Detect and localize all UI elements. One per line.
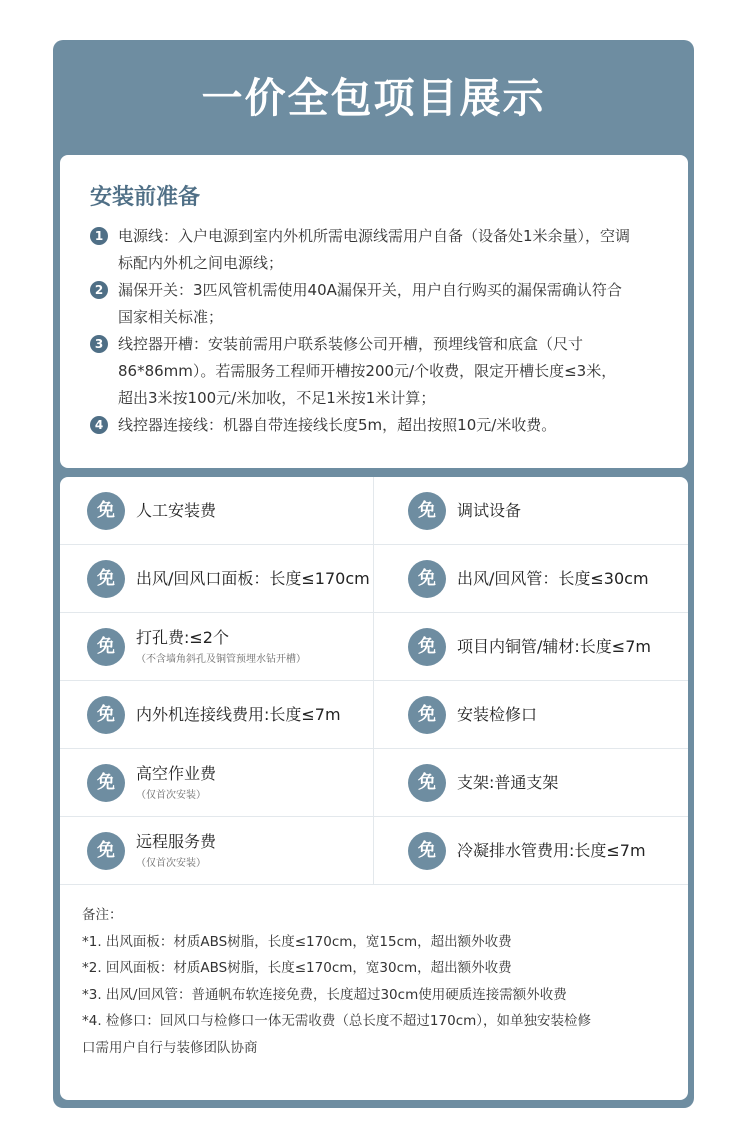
free-items-row [60,817,688,885]
free-item-label: 安装检修口 [457,704,538,724]
free-item [60,817,374,884]
page-title: 一价全包项目展示 [201,74,546,122]
free-item [60,477,374,544]
number-4-icon: 4 [90,416,108,434]
free-item [374,477,687,544]
free-item-label: 远程服务费 [136,831,217,851]
prep-line: 超出3米按100元/米加收，不足1米按1米计算； [118,389,436,407]
free-item-label: 内外机连接线费用:长度≤7m [136,704,341,724]
free-badge-icon: 免 [87,560,125,598]
note-line: *4. 检修口：回风口与检修口一体无需收费（总长度不超过170cm），如单独安装检修 [82,1013,592,1029]
prep-line: 漏保开关：3匹风管机需使用40A漏保开关，用户自行购买的漏保需确认符合 [118,281,622,299]
free-badge-icon: 免 [87,832,125,870]
free-badge-icon: 免 [87,696,125,734]
preparation-heading: 安装前准备 [90,185,201,210]
free-item-label: 高空作业费 [136,763,217,783]
free-badge-icon: 免 [87,492,125,530]
number-3-icon: 3 [90,335,108,353]
free-item [374,545,687,612]
free-badge-icon: 免 [408,492,446,530]
free-item [374,817,687,884]
free-item-label: 出风/回风管：长度≤30cm [457,568,649,588]
prep-line: 线控器开槽：安装前需用户联系装修公司开槽，预埋线管和底盒（尺寸 [118,335,584,353]
free-items-card [60,477,688,1100]
free-item [60,613,374,680]
free-badge-icon: 免 [408,560,446,598]
free-badge-icon: 免 [408,696,446,734]
prep-line: 国家相关标准； [118,308,224,326]
free-items-row [60,613,688,681]
note-line: 口需用户自行与装修团队协商 [82,1039,258,1056]
free-items-row [60,477,688,545]
free-item-label: 出风/回风口面板：长度≤170cm [136,568,370,588]
prep-item-power-cable [90,223,670,277]
free-item-label: 支架:普通支架 [457,772,559,792]
notes-section [82,902,667,1061]
free-badge-icon: 免 [87,764,125,802]
prep-item-leakage-switch [90,277,670,331]
free-item [374,681,687,748]
preparation-list [90,223,670,439]
free-item-note: （不含墙角斜孔及铜管预埋水钻开槽） [136,653,306,665]
free-badge-icon: 免 [408,764,446,802]
note-line: *1. 出风面板：材质ABS树脂，长度≤170cm，宽15cm，超出额外收费 [82,933,512,950]
free-items-grid [60,477,688,885]
number-1-icon: 1 [90,227,108,245]
free-item-note: （仅首次安装） [136,789,206,801]
free-items-row [60,749,688,817]
free-item-label: 调试设备 [457,500,522,520]
preparation-card [60,155,688,468]
free-badge-icon: 免 [408,628,446,666]
free-item-label: 项目内铜管/辅材:长度≤7m [457,636,651,656]
number-2-icon: 2 [90,281,108,299]
free-item [374,749,687,816]
notes-heading: 备注： [82,907,123,923]
free-items-row [60,681,688,749]
free-item-note: （仅首次安装） [136,857,206,869]
note-line: *2. 回风面板：材质ABS树脂，长度≤170cm，宽30cm，超出额外收费 [82,960,512,976]
free-item-label: 人工安装费 [136,500,217,520]
free-item-label: 冷凝排水管费用:长度≤7m [457,840,646,860]
prep-line: 86*86mm）。若需服务工程师开槽按200元/个收费，限定开槽长度≤3米， [118,362,617,380]
free-item [60,681,374,748]
free-item-label: 打孔费:≤2个 [136,627,229,647]
prep-line: 标配内外机之间电源线； [118,254,284,272]
free-item [60,749,374,816]
free-item [60,545,374,612]
prep-item-controller-cable [90,412,670,439]
free-badge-icon: 免 [87,628,125,666]
free-items-row [60,545,688,613]
free-item [374,613,687,680]
prep-item-controller-slot [90,331,670,412]
note-line: *3. 出风/回风管：普通帆布软连接免费，长度超过30cm使用硬质连接需额外收费 [82,986,567,1003]
free-badge-icon: 免 [408,832,446,870]
prep-line: 线控器连接线：机器自带连接线长度5m，超出按照10元/米收费。 [118,416,557,434]
prep-line: 电源线：入户电源到室内外机所需电源线需用户自备（设备处1米余量），空调 [118,227,631,245]
